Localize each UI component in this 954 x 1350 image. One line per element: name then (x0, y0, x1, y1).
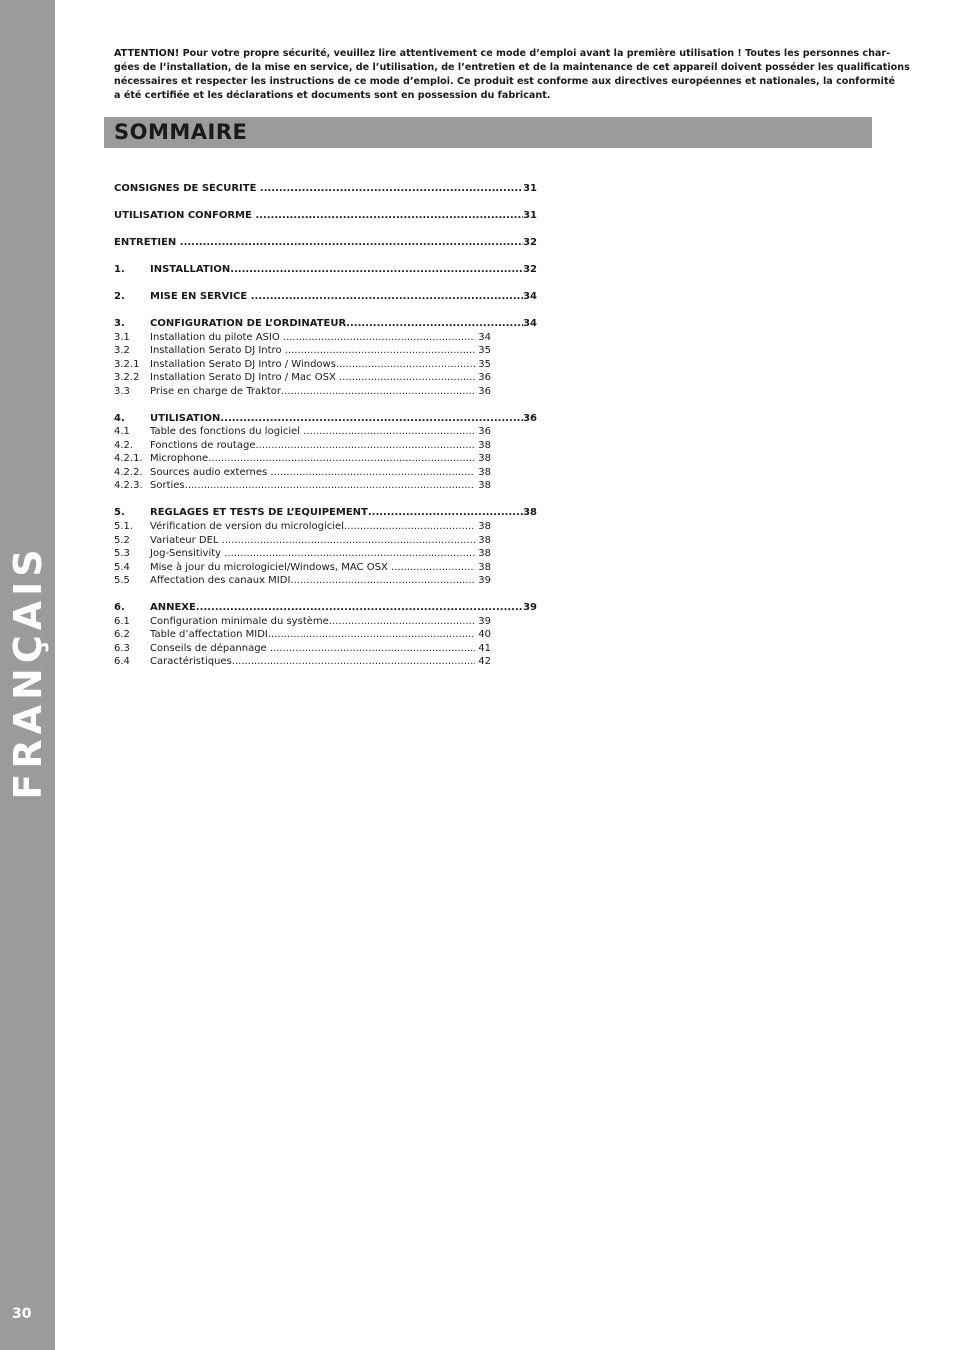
toc-entry-title: Vérification de version du micrologiciel (150, 521, 344, 532)
toc-entry-leader (222, 535, 475, 546)
toc-entry-leader (336, 359, 475, 370)
toc-entry-leader (220, 413, 523, 424)
toc-entry (114, 237, 537, 251)
toc-entry-number: 6.2 (114, 629, 130, 640)
toc-entry-title: UTILISATION CONFORME (114, 210, 256, 221)
section-banner (104, 117, 872, 148)
toc-entry-title: MISE EN SERVICE (150, 291, 251, 302)
toc-entry-number: 3.3 (114, 386, 130, 397)
toc-entry-leader (368, 507, 523, 518)
safety-notice-line: gées de l’installation, de la mise en service, de l’utilisation, de l’entretien et de la maintenance de cet appareil doivent posséder les qualifications (114, 62, 910, 73)
toc-entry-title: Caractéristiques (150, 656, 232, 667)
toc-entry-leader (270, 467, 475, 478)
toc-entry-number: 4.2.3. (114, 480, 143, 491)
toc-entry-number: 5.1. (114, 521, 134, 532)
toc-entry (114, 575, 491, 589)
toc-entry-leader (255, 210, 523, 221)
toc-entry-page: 34 (523, 291, 537, 302)
toc-entry-leader (339, 372, 475, 383)
toc-entry-page: 41 (475, 643, 491, 654)
toc-entry-number: 4.2. (114, 440, 134, 451)
toc-entry (114, 426, 491, 440)
toc-entry-page: 40 (475, 629, 491, 640)
toc-entry-page: 36 (475, 372, 491, 383)
toc-entry-page: 38 (475, 535, 491, 546)
toc-entry-leader (281, 386, 475, 397)
toc-entry-title: Sources audio externes (150, 467, 271, 478)
toc-entry-number: 4.1 (114, 426, 130, 437)
toc-entry-title: Conseils de dépannage (150, 643, 270, 654)
toc-entry (114, 183, 537, 197)
toc-entry-page: 34 (523, 318, 537, 329)
toc-entry (114, 318, 537, 332)
toc-entry-number: 3. (114, 318, 125, 329)
toc-entry-leader (283, 332, 475, 343)
toc-entry-number: 6.4 (114, 656, 130, 667)
toc-entry-number: 3.2 (114, 345, 130, 356)
toc-entry (114, 453, 491, 467)
toc-entry-page: 31 (523, 210, 537, 221)
toc-entry-page: 34 (475, 332, 491, 343)
toc-entry-title: INSTALLATION (150, 264, 231, 275)
toc-entry (114, 440, 491, 454)
toc-entry-page: 39 (475, 616, 491, 627)
toc-entry-number: 1. (114, 264, 125, 275)
toc-entry-page: 39 (475, 575, 491, 586)
toc-entry-title: Installation du pilote ASIO (150, 332, 283, 343)
toc-entry-leader (285, 345, 475, 356)
toc-entry (114, 264, 537, 278)
section-title: SOMMAIRE (114, 120, 248, 144)
toc-entry-leader (180, 237, 523, 248)
safety-notice-line: a été certifiée et les déclarations et documents sont en possession du fabricant. (114, 90, 551, 101)
language-sidebar (0, 0, 55, 1350)
toc-entry (114, 210, 537, 224)
toc-entry-number: 4.2.2. (114, 467, 143, 478)
toc-entry-number: 6.3 (114, 643, 130, 654)
toc-entry-title: ANNEXE (150, 602, 196, 613)
toc-entry-number: 5.3 (114, 548, 130, 559)
toc-entry-page: 38 (475, 548, 491, 559)
toc-entry-title: Variateur DEL (150, 535, 222, 546)
toc-entry-leader (346, 318, 523, 329)
page-number: 30 (12, 1306, 32, 1322)
toc-entry (114, 629, 491, 643)
safety-notice (114, 47, 910, 103)
toc-entry-page: 42 (475, 656, 491, 667)
toc-entry-title: Table des fonctions du logiciel (150, 426, 304, 437)
toc-entry (114, 372, 491, 386)
toc-entry-page: 38 (475, 467, 491, 478)
toc-entry (114, 291, 537, 305)
toc-entry-page: 39 (523, 602, 537, 613)
toc-entry-leader (303, 426, 475, 437)
toc-entry-page: 36 (523, 413, 537, 424)
toc-entry (114, 359, 491, 373)
toc-entry-leader (329, 616, 475, 627)
toc-entry-page: 35 (475, 359, 491, 370)
toc-entry-leader (196, 602, 523, 613)
toc-entry-number: 3.2.2 (114, 372, 140, 383)
toc-entry-number: 4.2.1. (114, 453, 143, 464)
toc-entry-title: Configuration minimale du système (150, 616, 329, 627)
toc-entry-leader (232, 656, 475, 667)
toc-entry-number: 3.1 (114, 332, 130, 343)
toc-entry (114, 535, 491, 549)
toc-entry (114, 521, 491, 535)
toc-entry (114, 480, 491, 494)
toc-entry-title: Jog-Sensitivity (150, 548, 225, 559)
toc-entry (114, 562, 491, 576)
language-label: FRANÇAIS (6, 544, 50, 800)
toc-entry-leader (185, 480, 475, 491)
toc-entry-title: Sorties (150, 480, 185, 491)
toc-entry-leader (391, 562, 475, 573)
toc-entry (114, 643, 491, 657)
toc-entry-title: Affectation des canaux MIDI (150, 575, 291, 586)
toc-entry-title: Table d’affectation MIDI (150, 629, 268, 640)
toc-entry-title: ENTRETIEN (114, 237, 180, 248)
toc-entry (114, 602, 537, 616)
toc-entry-leader (344, 521, 475, 532)
toc-entry-number: 6. (114, 602, 125, 613)
toc-entry-page: 38 (475, 521, 491, 532)
toc-entry-leader (230, 264, 523, 275)
toc-entry (114, 656, 491, 670)
toc-entry-title: Installation Serato DJ Intro (150, 345, 285, 356)
toc-entry-page: 32 (523, 237, 537, 248)
toc-entry-title: Microphone (150, 453, 209, 464)
toc-entry-leader (224, 548, 475, 559)
toc-entry-page: 38 (475, 562, 491, 573)
toc-entry-page: 38 (475, 440, 491, 451)
toc-entry (114, 507, 537, 521)
toc-entry-leader (290, 575, 475, 586)
toc-entry-leader (251, 291, 523, 302)
toc-entry-leader (270, 643, 475, 654)
toc-entry (114, 413, 537, 427)
toc-entry-title: UTILISATION (150, 413, 221, 424)
toc-entry-page: 36 (475, 426, 491, 437)
toc-entry-page: 38 (523, 507, 537, 518)
toc-entry-number: 2. (114, 291, 125, 302)
toc-entry-page: 32 (523, 264, 537, 275)
toc-entry-leader (208, 453, 475, 464)
toc-entry-leader (255, 440, 475, 451)
toc-entry-page: 31 (523, 183, 537, 194)
toc-entry-number: 3.2.1 (114, 359, 140, 370)
toc-entry-title: Fonctions de routage (150, 440, 256, 451)
toc-entry (114, 548, 491, 562)
toc-entry-page: 38 (475, 453, 491, 464)
toc-entry-title: Prise en charge de Traktor (150, 386, 282, 397)
toc-entry (114, 345, 491, 359)
toc-entry-title: Installation Serato DJ Intro / Windows (150, 359, 336, 370)
toc-entry (114, 386, 491, 400)
toc-entry-number: 5.5 (114, 575, 130, 586)
safety-notice-line: ATTENTION! Pour votre propre sécurité, veuillez lire attentivement ce mode d’emploi avant la première utilisation ! Toutes les personnes char- (114, 48, 891, 59)
toc-entry-page: 38 (475, 480, 491, 491)
toc-entry-title: CONSIGNES DE SÉCURITÉ (114, 183, 260, 194)
toc-entry-number: 5. (114, 507, 125, 518)
toc-entry-number: 4. (114, 413, 125, 424)
toc-entry-number: 6.1 (114, 616, 130, 627)
toc-entry-title: Mise à jour du micrologiciel/Windows, MAC OSX (150, 562, 391, 573)
toc-entry-number: 5.2 (114, 535, 130, 546)
safety-notice-line: nécessaires et respecter les instructions de ce mode d’emploi. Ce produit est conforme aux directives européennes et nationales, la conformité (114, 76, 896, 87)
toc-entry-title: Installation Serato DJ Intro / Mac OSX (150, 372, 339, 383)
toc-entry-number: 5.4 (114, 562, 130, 573)
toc-entry-leader (268, 629, 475, 640)
toc-entry (114, 332, 491, 346)
toc-entry (114, 467, 491, 481)
toc-entry-page: 35 (475, 345, 491, 356)
toc-entry (114, 616, 491, 630)
toc-entry-page: 36 (475, 386, 491, 397)
toc-entry-title: RÉGLAGES ET TESTS DE L’ÉQUIPEMENT (150, 507, 368, 518)
toc-entry-title: CONFIGURATION DE L’ORDINATEUR (150, 318, 347, 329)
toc-entry-leader (260, 183, 523, 194)
